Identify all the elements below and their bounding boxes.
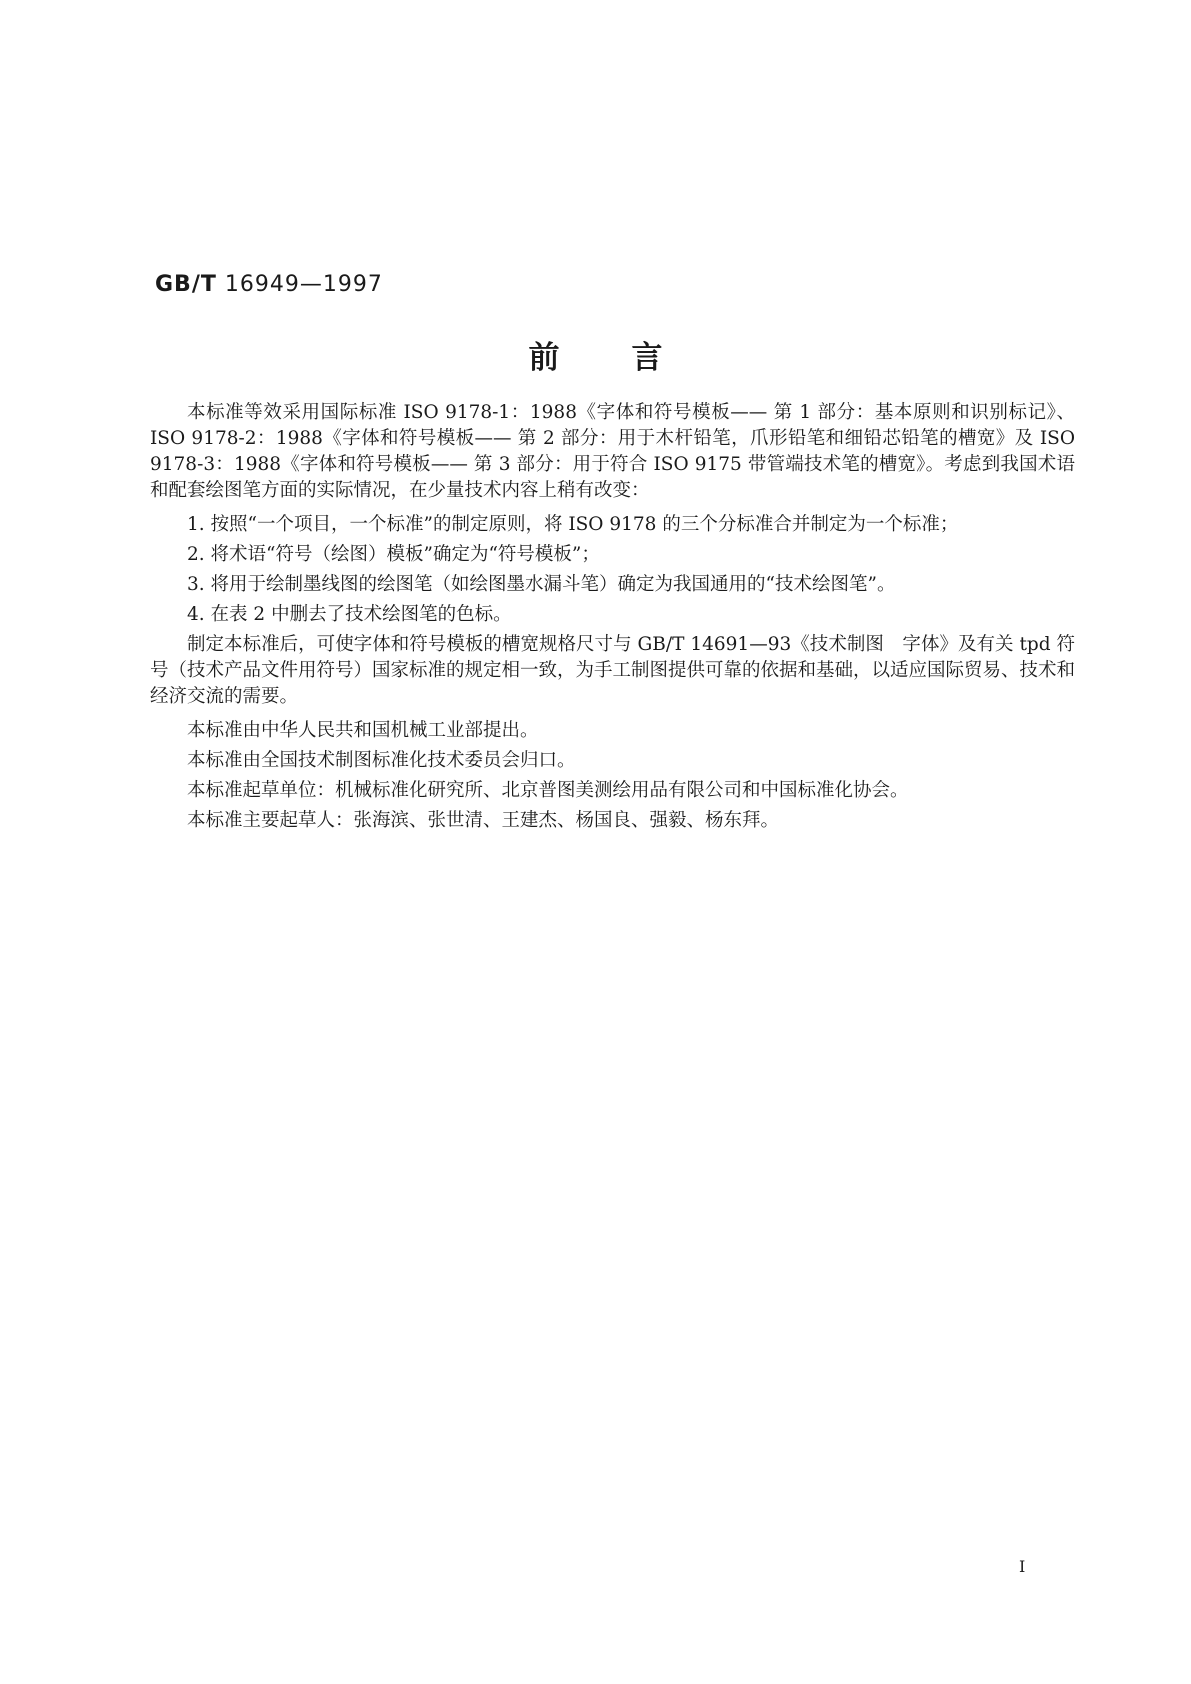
standard-prefix: GB/T (155, 272, 217, 297)
list-item: 2. 将术语“符号（绘图）模板”确定为“符号模板”； (187, 544, 600, 565)
page-title: 前言 (528, 340, 735, 376)
paragraph-intro: 本标准等效采用国际标准 ISO 9178-1：1988《字体和符号模板—— 第 1 部分：基本原则和识别标记》、ISO 9178-2：1988《字体和符号模板—— 第 2 部分：用于木杆铅笔，爪形铅笔和细铅芯铅笔的槽宽》及 ISO 9178-3：1988《字体和符号模板—— 第 3 部分：用于符合 ISO 9175 带管端技术笔的槽宽》。考虑到我国术语和配套绘图笔方面的实际情况，在少量技术内容上稍有改变： (150, 402, 1075, 501)
foreword-body (150, 400, 1075, 838)
paragraph-drafters: 本标准主要起草人：张海滨、张世清、王建杰、杨国良、强毅、杨东拜。 (187, 810, 780, 831)
standard-number (155, 272, 383, 297)
paragraph-purpose: 制定本标准后，可使字体和符号模板的槽宽规格尺寸与 GB/T 14691—93《技术制图 字体》及有关 tpd 符号（技术产品文件用符号）国家标准的规定相一致，为手工制图提供可靠的依据和基础，以适应国际贸易、技术和经济交流的需要。 (150, 634, 1076, 707)
paragraph-proposer: 本标准由中华人民共和国机械工业部提出。 (187, 720, 539, 741)
list-item: 1. 按照“一个项目，一个标准”的制定原则，将 ISO 9178 的三个分标准合并制定为一个标准； (187, 514, 959, 535)
paragraph-administrator: 本标准由全国技术制图标准化技术委员会归口。 (187, 750, 576, 771)
list-item: 3. 将用于绘制墨线图的绘图笔（如绘图墨水漏斗笔）确定为我国通用的“技术绘图笔”。 (187, 574, 896, 595)
paragraph-drafting-units: 本标准起草单位：机械标准化研究所、北京普图美测绘用品有限公司和中国标准化协会。 (187, 780, 909, 801)
page-number: I (1019, 1557, 1026, 1576)
list-item: 4. 在表 2 中删去了技术绘图笔的色标。 (187, 604, 512, 625)
standard-code: 16949—1997 (224, 272, 383, 297)
